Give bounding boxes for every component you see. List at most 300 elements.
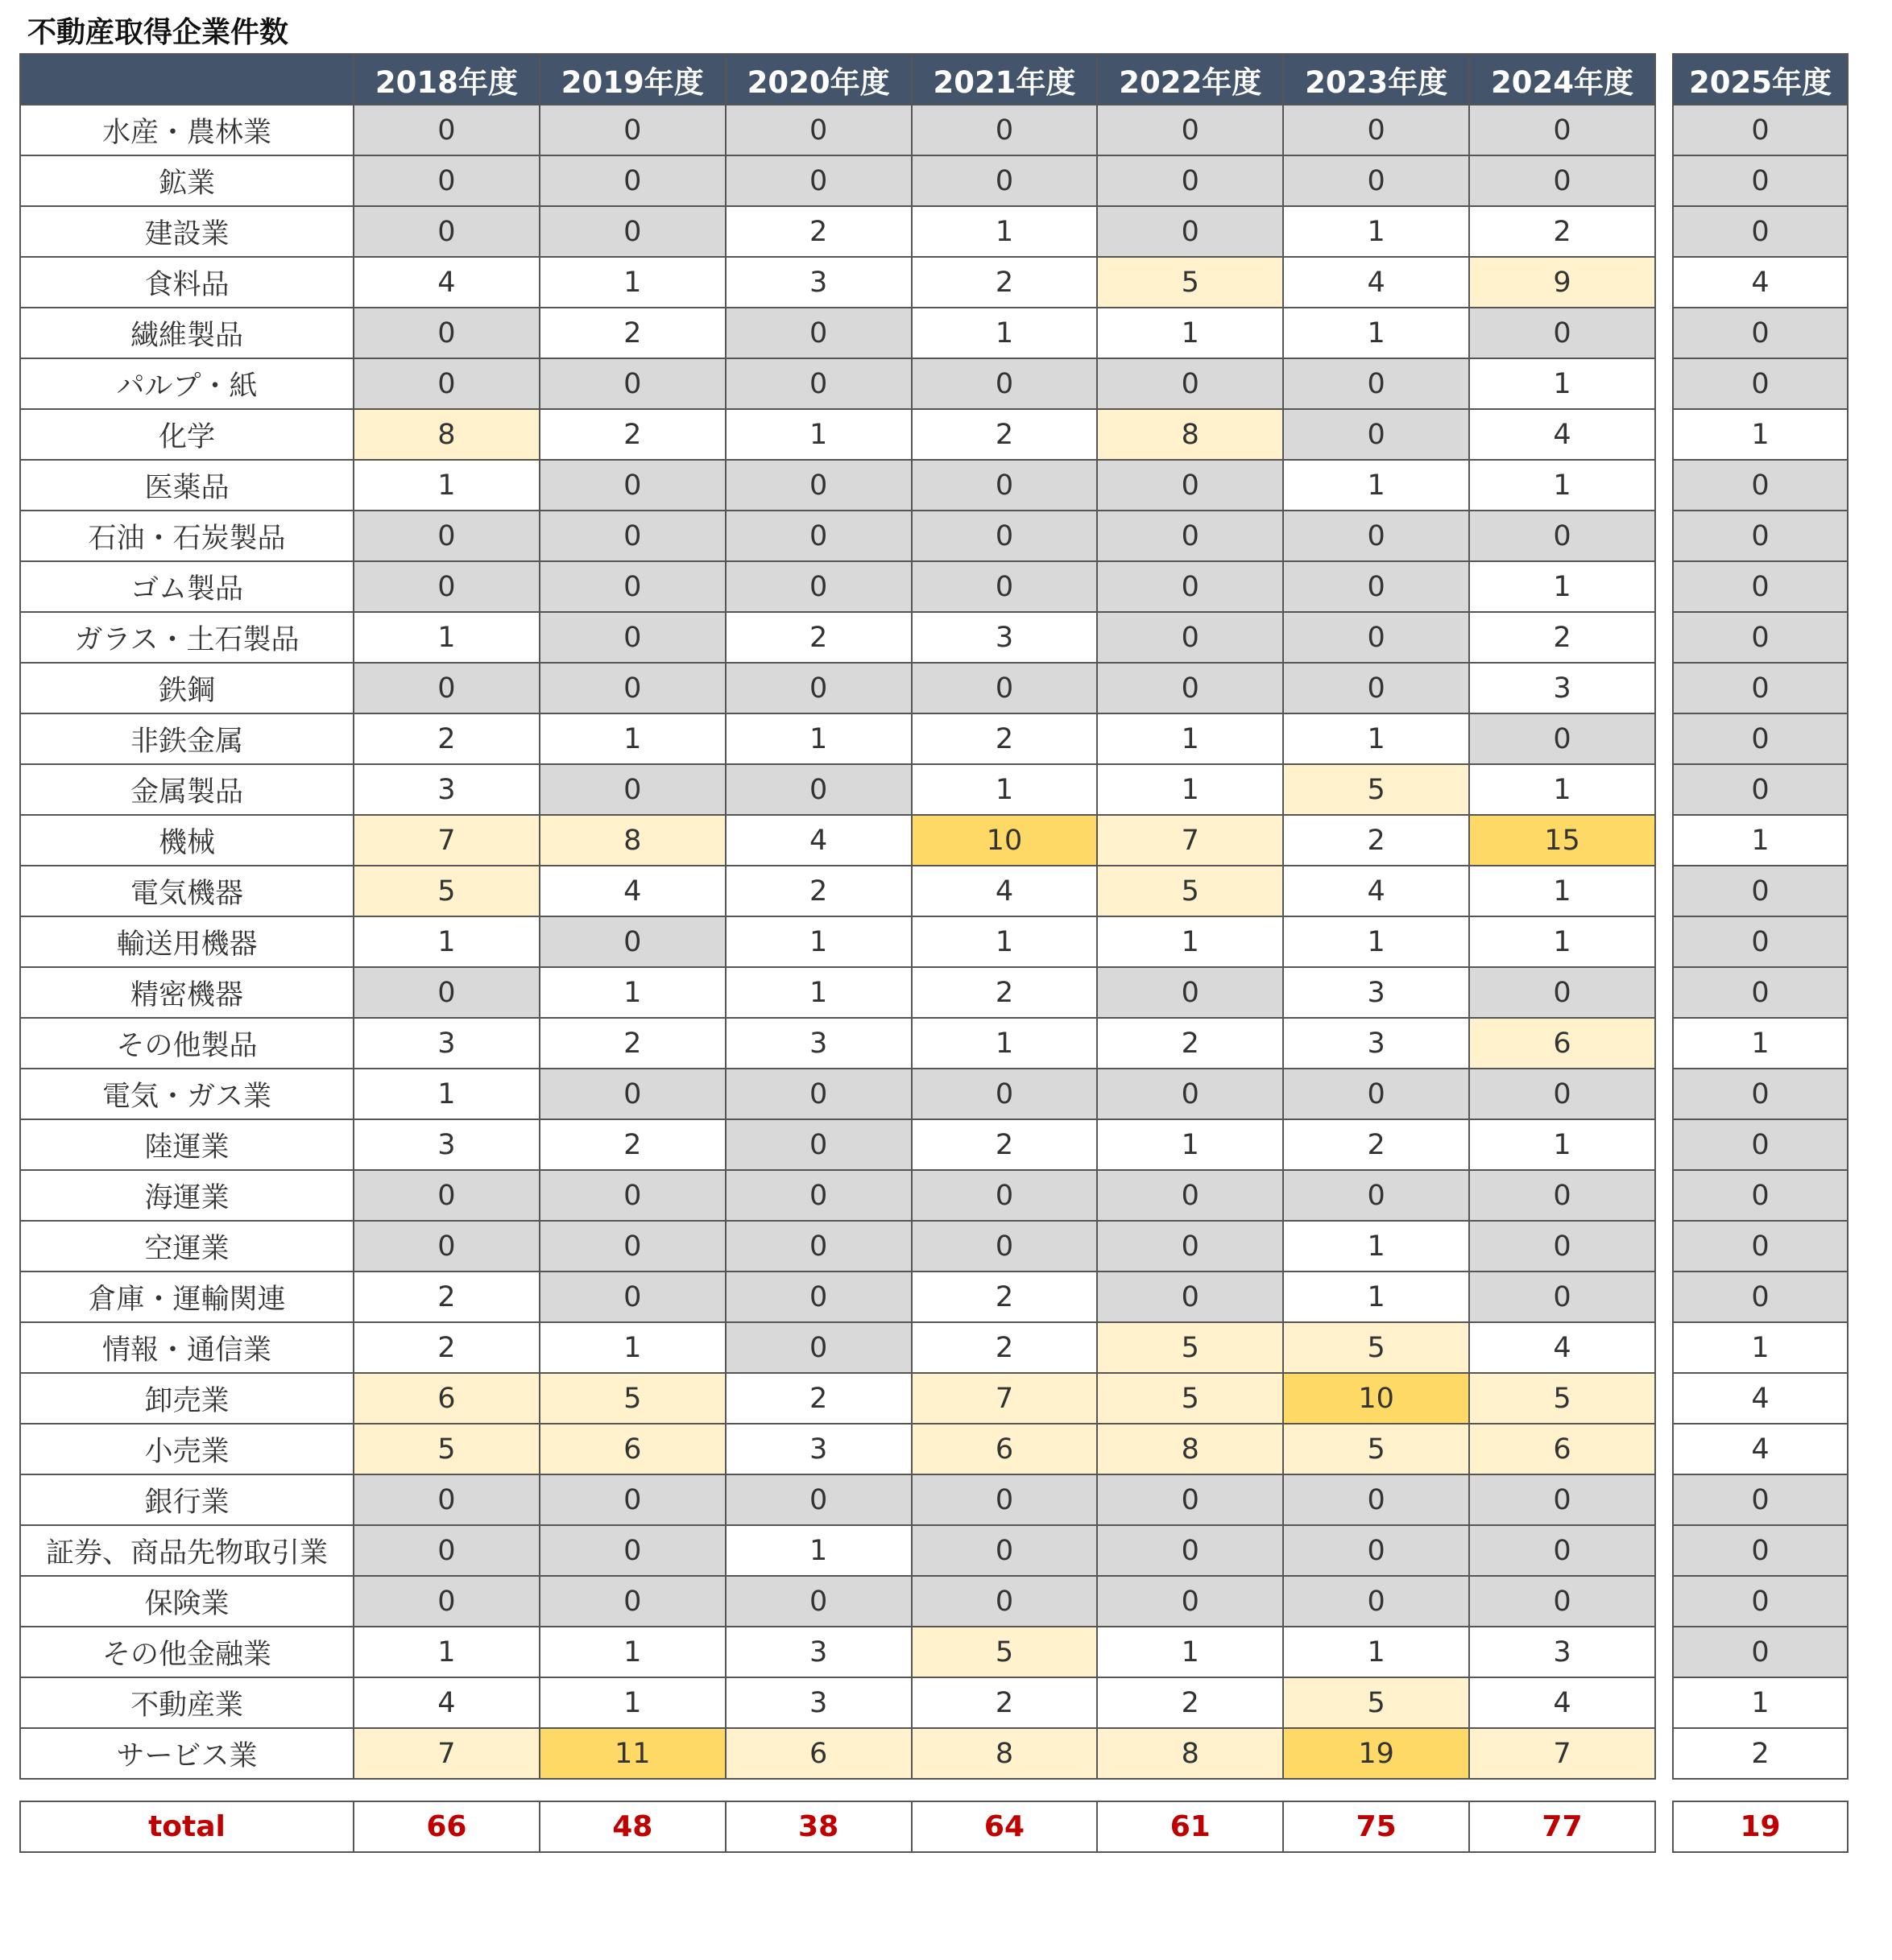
industry-label: 保険業 (20, 1576, 354, 1627)
value-cell: 8 (354, 409, 540, 460)
value-cell: 3 (912, 612, 1098, 663)
value-cell: 3 (1469, 663, 1655, 713)
value-cell: 7 (354, 1728, 540, 1779)
value-cell: 0 (912, 1474, 1098, 1525)
value-cell: 0 (912, 1525, 1098, 1576)
industry-label: 精密機器 (20, 967, 354, 1018)
value-cell: 6 (1469, 1018, 1655, 1069)
value-cell: 0 (540, 612, 726, 663)
industry-label: 電気・ガス業 (20, 1069, 354, 1119)
value-cell: 3 (1283, 1018, 1469, 1069)
value-cell: 3 (726, 1677, 912, 1728)
value-cell: 0 (354, 358, 540, 409)
value-cell: 4 (726, 815, 912, 866)
value-cell: 1 (1469, 561, 1655, 612)
value-cell: 1 (1283, 460, 1469, 511)
value-cell: 0 (1097, 1272, 1283, 1322)
value-cell: 0 (1673, 1474, 1848, 1525)
value-cell: 10 (1283, 1373, 1469, 1424)
value-cell: 1 (1097, 916, 1283, 967)
table-row (1673, 916, 1848, 967)
value-cell: 1 (1283, 1272, 1469, 1322)
value-cell: 0 (1097, 460, 1283, 511)
value-cell: 0 (1673, 1119, 1848, 1170)
table-row (1673, 308, 1848, 358)
table-row (20, 1728, 1655, 1779)
table-row (20, 1221, 1655, 1272)
spacer-row (1673, 1779, 1848, 1801)
year-header: 2018年度 (354, 54, 540, 105)
value-cell: 19 (1283, 1728, 1469, 1779)
value-cell: 0 (726, 561, 912, 612)
value-cell: 6 (726, 1728, 912, 1779)
value-cell: 0 (1673, 1069, 1848, 1119)
value-cell: 0 (726, 1272, 912, 1322)
value-cell: 1 (912, 308, 1098, 358)
table-row (1673, 713, 1848, 764)
main-data-table (19, 53, 1656, 1853)
value-cell: 0 (726, 1474, 912, 1525)
value-cell: 0 (1673, 1221, 1848, 1272)
value-cell: 0 (1283, 1069, 1469, 1119)
industry-label: 海運業 (20, 1170, 354, 1221)
value-cell: 3 (726, 1627, 912, 1677)
spacer-cell (20, 1779, 1655, 1801)
value-cell: 0 (1469, 1576, 1655, 1627)
year-header: 2025年度 (1673, 54, 1848, 105)
table-row (20, 561, 1655, 612)
table-row (1673, 358, 1848, 409)
value-cell: 1 (1469, 1119, 1655, 1170)
value-cell: 0 (1469, 1069, 1655, 1119)
total-value: 19 (1673, 1801, 1848, 1852)
value-cell: 0 (912, 105, 1098, 155)
value-cell: 1 (1097, 713, 1283, 764)
industry-label: ゴム製品 (20, 561, 354, 612)
value-cell: 0 (726, 358, 912, 409)
value-cell: 0 (912, 1170, 1098, 1221)
value-cell: 1 (1283, 1221, 1469, 1272)
value-cell: 0 (540, 1474, 726, 1525)
table-row (1673, 1221, 1848, 1272)
value-cell: 0 (354, 308, 540, 358)
value-cell: 3 (1469, 1627, 1655, 1677)
value-cell: 0 (540, 561, 726, 612)
value-cell: 0 (1673, 1627, 1848, 1677)
industry-label: 鉄鋼 (20, 663, 354, 713)
table-row (1673, 1272, 1848, 1322)
value-cell: 5 (1097, 866, 1283, 916)
value-cell: 0 (1097, 1069, 1283, 1119)
table-title: 不動産取得企業件数 (27, 16, 289, 49)
value-cell: 1 (726, 1525, 912, 1576)
table-row (20, 815, 1655, 866)
table-row (1673, 1069, 1848, 1119)
table-row (20, 511, 1655, 561)
value-cell: 1 (540, 1677, 726, 1728)
value-cell: 1 (912, 206, 1098, 257)
year-header: 2024年度 (1469, 54, 1655, 105)
value-cell: 5 (1283, 1424, 1469, 1474)
value-cell: 1 (1469, 460, 1655, 511)
value-cell: 0 (1283, 663, 1469, 713)
value-cell: 1 (726, 713, 912, 764)
total-row (20, 1801, 1655, 1852)
value-cell: 0 (1097, 561, 1283, 612)
value-cell: 0 (1283, 1474, 1469, 1525)
value-cell: 2 (540, 308, 726, 358)
year-header: 2023年度 (1283, 54, 1469, 105)
total-value: 38 (726, 1801, 912, 1852)
value-cell: 1 (354, 916, 540, 967)
value-cell: 4 (1283, 866, 1469, 916)
value-cell: 2 (354, 1272, 540, 1322)
table-row (20, 764, 1655, 815)
value-cell: 2 (912, 1677, 1098, 1728)
value-cell: 0 (540, 460, 726, 511)
value-cell: 7 (1097, 815, 1283, 866)
value-cell: 0 (912, 663, 1098, 713)
value-cell: 0 (540, 206, 726, 257)
value-cell: 2 (540, 1119, 726, 1170)
industry-label: 倉庫・運輸関連 (20, 1272, 354, 1322)
table-row (1673, 1119, 1848, 1170)
value-cell: 0 (1673, 764, 1848, 815)
table-row (20, 1069, 1655, 1119)
table-row (1673, 815, 1848, 866)
value-cell: 0 (1283, 511, 1469, 561)
value-cell: 5 (912, 1627, 1098, 1677)
table-row (1673, 561, 1848, 612)
value-cell: 2 (1097, 1018, 1283, 1069)
industry-label: 機械 (20, 815, 354, 866)
value-cell: 3 (726, 257, 912, 308)
value-cell: 3 (1283, 967, 1469, 1018)
value-cell: 3 (354, 1018, 540, 1069)
value-cell: 1 (540, 967, 726, 1018)
value-cell: 0 (1673, 460, 1848, 511)
value-cell: 2 (540, 1018, 726, 1069)
value-cell: 0 (1673, 358, 1848, 409)
value-cell: 0 (1283, 1170, 1469, 1221)
value-cell: 1 (1283, 308, 1469, 358)
value-cell: 7 (912, 1373, 1098, 1424)
header-blank-cell (20, 54, 354, 105)
value-cell: 0 (726, 1069, 912, 1119)
industry-label: 銀行業 (20, 1474, 354, 1525)
value-cell: 4 (354, 1677, 540, 1728)
industry-label: 繊維製品 (20, 308, 354, 358)
industry-label: 小売業 (20, 1424, 354, 1474)
value-cell: 0 (354, 561, 540, 612)
value-cell: 2 (1283, 1119, 1469, 1170)
value-cell: 1 (1673, 1322, 1848, 1373)
value-cell: 0 (540, 511, 726, 561)
value-cell: 5 (1097, 1373, 1283, 1424)
value-cell: 1 (1673, 409, 1848, 460)
value-cell: 4 (1469, 1677, 1655, 1728)
header-row (1673, 54, 1848, 105)
value-cell: 5 (354, 866, 540, 916)
table-row (20, 1119, 1655, 1170)
total-value: 61 (1097, 1801, 1283, 1852)
value-cell: 1 (912, 764, 1098, 815)
value-cell: 0 (540, 358, 726, 409)
value-cell: 0 (354, 1170, 540, 1221)
value-cell: 0 (1097, 155, 1283, 206)
value-cell: 4 (1673, 1373, 1848, 1424)
industry-label: 情報・通信業 (20, 1322, 354, 1373)
value-cell: 2 (540, 409, 726, 460)
value-cell: 1 (540, 713, 726, 764)
value-cell: 4 (1283, 257, 1469, 308)
table-row (1673, 155, 1848, 206)
table-row (20, 206, 1655, 257)
value-cell: 3 (354, 1119, 540, 1170)
value-cell: 8 (540, 815, 726, 866)
value-cell: 0 (1673, 1272, 1848, 1322)
value-cell: 0 (540, 1576, 726, 1627)
value-cell: 1 (540, 1322, 726, 1373)
value-cell: 0 (912, 1069, 1098, 1119)
table-row (20, 612, 1655, 663)
value-cell: 0 (354, 1576, 540, 1627)
value-cell: 5 (1283, 1677, 1469, 1728)
table-row (1673, 1525, 1848, 1576)
value-cell: 1 (1673, 1677, 1848, 1728)
value-cell: 10 (912, 815, 1098, 866)
value-cell: 2 (1469, 612, 1655, 663)
industry-label: パルプ・紙 (20, 358, 354, 409)
value-cell: 0 (1097, 511, 1283, 561)
value-cell: 0 (1673, 967, 1848, 1018)
value-cell: 0 (540, 105, 726, 155)
value-cell: 0 (354, 1525, 540, 1576)
value-cell: 0 (726, 155, 912, 206)
table-row (1673, 1627, 1848, 1677)
table-row (20, 1474, 1655, 1525)
value-cell: 0 (1673, 866, 1848, 916)
value-cell: 0 (354, 206, 540, 257)
value-cell: 0 (540, 916, 726, 967)
value-cell: 6 (1469, 1424, 1655, 1474)
value-cell: 1 (1283, 206, 1469, 257)
value-cell: 0 (912, 155, 1098, 206)
value-cell: 2 (726, 1373, 912, 1424)
value-cell: 1 (1673, 815, 1848, 866)
value-cell: 0 (726, 1170, 912, 1221)
value-cell: 1 (1469, 358, 1655, 409)
value-cell: 0 (1097, 612, 1283, 663)
table-row (20, 308, 1655, 358)
value-cell: 1 (1097, 1627, 1283, 1677)
value-cell: 0 (354, 105, 540, 155)
value-cell: 0 (1673, 511, 1848, 561)
value-cell: 1 (354, 1069, 540, 1119)
value-cell: 6 (912, 1424, 1098, 1474)
value-cell: 1 (912, 916, 1098, 967)
value-cell: 0 (726, 1221, 912, 1272)
industry-label: 非鉄金属 (20, 713, 354, 764)
table-row (1673, 206, 1848, 257)
value-cell: 0 (1673, 916, 1848, 967)
value-cell: 0 (1673, 1525, 1848, 1576)
table-row (20, 257, 1655, 308)
value-cell: 0 (912, 511, 1098, 561)
value-cell: 5 (540, 1373, 726, 1424)
value-cell: 0 (1097, 967, 1283, 1018)
value-cell: 1 (1283, 1627, 1469, 1677)
value-cell: 8 (912, 1728, 1098, 1779)
value-cell: 1 (354, 460, 540, 511)
value-cell: 0 (726, 105, 912, 155)
value-cell: 0 (1469, 967, 1655, 1018)
value-cell: 3 (726, 1018, 912, 1069)
value-cell: 0 (1673, 561, 1848, 612)
value-cell: 0 (726, 308, 912, 358)
value-cell: 0 (1469, 105, 1655, 155)
value-cell: 0 (1673, 612, 1848, 663)
value-cell: 5 (354, 1424, 540, 1474)
value-cell: 5 (1283, 764, 1469, 815)
table-row (1673, 866, 1848, 916)
industry-label: サービス業 (20, 1728, 354, 1779)
value-cell: 4 (1469, 1322, 1655, 1373)
value-cell: 0 (726, 1322, 912, 1373)
value-cell: 0 (354, 1474, 540, 1525)
table-row (20, 1677, 1655, 1728)
value-cell: 0 (1673, 155, 1848, 206)
value-cell: 1 (1469, 764, 1655, 815)
table-row (20, 1018, 1655, 1069)
value-cell: 0 (912, 460, 1098, 511)
table-row (1673, 663, 1848, 713)
value-cell: 0 (726, 1119, 912, 1170)
table-row (1673, 1728, 1848, 1779)
table-row (1673, 105, 1848, 155)
value-cell: 0 (1673, 308, 1848, 358)
total-row (1673, 1801, 1848, 1852)
value-cell: 2 (354, 1322, 540, 1373)
table-row (20, 1576, 1655, 1627)
value-cell: 1 (1097, 308, 1283, 358)
table-row (20, 663, 1655, 713)
value-cell: 0 (1283, 612, 1469, 663)
value-cell: 0 (540, 155, 726, 206)
value-cell: 0 (1097, 358, 1283, 409)
value-cell: 0 (912, 1576, 1098, 1627)
table-row (20, 460, 1655, 511)
table-row (1673, 257, 1848, 308)
value-cell: 1 (726, 916, 912, 967)
value-cell: 0 (726, 511, 912, 561)
value-cell: 2 (912, 1119, 1098, 1170)
value-cell: 4 (912, 866, 1098, 916)
value-cell: 0 (1469, 308, 1655, 358)
value-cell: 2 (726, 206, 912, 257)
industry-label: 卸売業 (20, 1373, 354, 1424)
table-row (1673, 460, 1848, 511)
table-row (20, 155, 1655, 206)
industry-label: 空運業 (20, 1221, 354, 1272)
value-cell: 1 (1673, 1018, 1848, 1069)
value-cell: 0 (1283, 409, 1469, 460)
value-cell: 0 (1283, 155, 1469, 206)
value-cell: 0 (540, 1221, 726, 1272)
table-row (20, 866, 1655, 916)
value-cell: 2 (1673, 1728, 1848, 1779)
value-cell: 8 (1097, 1424, 1283, 1474)
value-cell: 0 (912, 561, 1098, 612)
value-cell: 0 (1673, 1576, 1848, 1627)
industry-label: 食料品 (20, 257, 354, 308)
value-cell: 0 (1673, 105, 1848, 155)
value-cell: 1 (726, 409, 912, 460)
value-cell: 0 (1469, 1474, 1655, 1525)
value-cell: 0 (540, 1170, 726, 1221)
value-cell: 2 (912, 409, 1098, 460)
industry-label: 不動産業 (20, 1677, 354, 1728)
table-row (1673, 409, 1848, 460)
spacer-cell (1673, 1779, 1848, 1801)
value-cell: 6 (354, 1373, 540, 1424)
value-cell: 0 (354, 511, 540, 561)
industry-label: 医薬品 (20, 460, 354, 511)
table-row (20, 358, 1655, 409)
total-value: 48 (540, 1801, 726, 1852)
value-cell: 11 (540, 1728, 726, 1779)
value-cell: 1 (354, 612, 540, 663)
industry-label: 石油・石炭製品 (20, 511, 354, 561)
value-cell: 1 (1097, 1119, 1283, 1170)
industry-label: 輸送用機器 (20, 916, 354, 967)
value-cell: 0 (726, 1576, 912, 1627)
industry-label: 金属製品 (20, 764, 354, 815)
value-cell: 4 (1469, 409, 1655, 460)
value-cell: 0 (1097, 1474, 1283, 1525)
value-cell: 0 (1283, 1525, 1469, 1576)
total-value: 77 (1469, 1801, 1655, 1852)
table-row (20, 1272, 1655, 1322)
value-cell: 5 (1469, 1373, 1655, 1424)
table-row (20, 713, 1655, 764)
value-cell: 1 (354, 1627, 540, 1677)
value-cell: 4 (540, 866, 726, 916)
value-cell: 2 (1469, 206, 1655, 257)
value-cell: 1 (540, 1627, 726, 1677)
value-cell: 4 (1673, 257, 1848, 308)
value-cell: 0 (1283, 358, 1469, 409)
table-row (20, 967, 1655, 1018)
industry-label: 電気機器 (20, 866, 354, 916)
value-cell: 0 (726, 663, 912, 713)
value-cell: 1 (726, 967, 912, 1018)
table-row (1673, 1424, 1848, 1474)
value-cell: 2 (1283, 815, 1469, 866)
industry-label: ガラス・土石製品 (20, 612, 354, 663)
value-cell: 0 (540, 1525, 726, 1576)
value-cell: 2 (912, 967, 1098, 1018)
value-cell: 1 (540, 257, 726, 308)
value-cell: 0 (912, 1221, 1098, 1272)
value-cell: 0 (1097, 1170, 1283, 1221)
fy2025-table (1672, 53, 1849, 1853)
table-row (1673, 1474, 1848, 1525)
value-cell: 0 (1673, 713, 1848, 764)
value-cell: 0 (1469, 713, 1655, 764)
table-row (1673, 764, 1848, 815)
value-cell: 5 (1097, 1322, 1283, 1373)
